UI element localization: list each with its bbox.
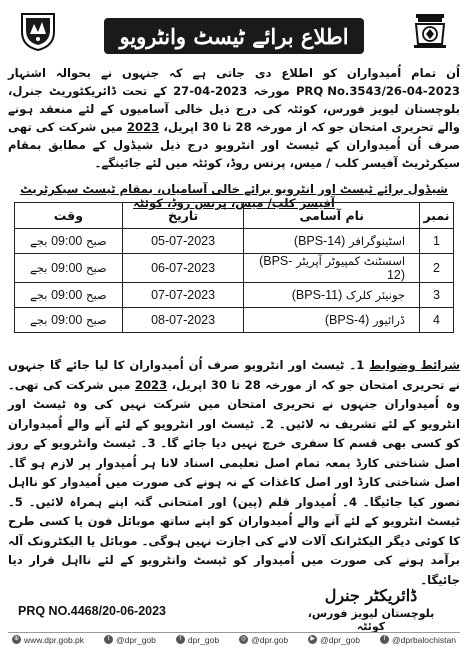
- row-post: [244, 254, 420, 283]
- time-value: 09:00: [51, 313, 83, 327]
- advert-date: 27-04-2023: [173, 84, 248, 98]
- time-prefix: صبح: [86, 234, 107, 248]
- facebook-icon: f: [380, 635, 389, 644]
- table-row: [15, 308, 454, 333]
- time-prefix: صبح: [86, 313, 107, 327]
- intro-paragraph: [8, 64, 460, 174]
- row-no: 2: [420, 254, 454, 283]
- time-value: 09:00: [51, 261, 83, 275]
- terms-and-conditions: [8, 356, 460, 586]
- social-item-facebook[interactable]: [176, 635, 219, 645]
- row-post: [244, 308, 420, 333]
- time-prefix: صبح: [86, 261, 107, 275]
- social-item-youtube[interactable]: [308, 635, 360, 645]
- social-text: @dpr_gob: [116, 634, 156, 645]
- twitter-icon: t: [104, 635, 113, 644]
- row-date: 08-07-2023: [122, 308, 244, 333]
- row-time: [15, 229, 123, 254]
- header-date: تاریخ: [122, 203, 244, 229]
- post-name: ڈرائیور: [372, 313, 406, 327]
- social-item-website[interactable]: [12, 635, 84, 645]
- social-item-instagram[interactable]: [239, 635, 288, 645]
- time-suffix: بجے: [30, 313, 48, 327]
- page-title: اطلاع برائے ٹیسٹ وانٹرویو: [104, 18, 364, 54]
- prq-reference: PRQ No.3543/26-04-2023: [295, 84, 460, 98]
- post-name: اسسٹنٹ کمپیوٹر آپریٹر: [296, 254, 406, 268]
- social-text: www.dpr.gob.pk: [24, 634, 85, 645]
- time-value: 09:00: [51, 234, 83, 248]
- row-post: [244, 283, 420, 308]
- row-date: 07-07-2023: [122, 283, 244, 308]
- intro-year: 2023: [126, 120, 160, 134]
- row-no: 1: [420, 229, 454, 254]
- row-post: [244, 229, 420, 254]
- table-row: [15, 254, 454, 283]
- conditions-label: شرائط وضوابط: [369, 358, 460, 372]
- facebook-icon: f: [176, 635, 185, 644]
- post-bps: (BPS-11): [291, 288, 343, 302]
- schedule-table: [14, 202, 454, 333]
- social-bar: [8, 632, 460, 646]
- row-time: [15, 283, 123, 308]
- schedule-heading: شیڈول برائے ٹیسٹ اور انٹرویو برائے خالی آسامیاں، بمقام ٹیسٹ سیکرٹریٹ آفیسر کلب/ میس، پرنس روڈ، کوئٹہ: [20, 182, 448, 210]
- row-date: 05-07-2023: [122, 229, 244, 254]
- post-bps: (BPS-4): [324, 313, 370, 327]
- table-header-row: [15, 203, 454, 229]
- instagram-icon: ◎: [241, 636, 247, 642]
- row-time: [15, 308, 123, 333]
- row-time: [15, 254, 123, 283]
- post-name: اسٹینوگرافر: [348, 234, 406, 248]
- time-prefix: صبح: [86, 288, 107, 302]
- conditions-year: 2023: [134, 377, 168, 392]
- balochistan-logo-icon: [16, 8, 60, 52]
- post-bps: (BPS-12): [259, 254, 406, 282]
- signature-subtitle: بلوچستان لیویز فورس، کوئٹہ: [307, 607, 435, 633]
- post-bps: (BPS-14): [293, 234, 346, 248]
- social-text: @dpr.gob: [251, 634, 289, 645]
- signature-block: [296, 586, 446, 633]
- schedule-table-wrapper: [14, 202, 454, 333]
- social-text: @dprbalochistan: [392, 634, 456, 645]
- intro-text-2: مورخہ: [253, 84, 290, 98]
- time-suffix: بجے: [30, 261, 48, 275]
- conditions-text-2: میں شرکت کی تھی۔ وہ اُمیدواران جنہوں نے تحریری امتحان میں شرکت نہیں کی وہ ٹیسٹ اور انٹرویو کے لئے تشریف نہ لائیں۔ 2۔ ٹیسٹ اور انٹرویو کے لئے آنے والے اُمیدواران کو کسی بھی قسم کا سفری خرچ نہیں دیا جائے گا۔ 3۔ ٹیسٹ وانٹرویو کے روز اصل شناختی کارڈ بمعہ تمام اصل تعلیمی اسناد لانا ہر اُمیدوار پر لازم ہو گا۔ اصل شناختی کارڈ اور اصل کاغذات کے نہ ہونے کی صورت میں اُمیدوار کو نااہل تصور کیا جائیگا۔ 4۔ اُمیدوار قلم (پین) اور امتحانی گتہ اپنے ہمراہ لائیں۔ 5۔ ٹیسٹ انٹرویو کے لئے آنے والے اُمیدواران کو اپنے ساتھ موبائل فون یا کسی طرح کا کوئی دیگر الیکٹرانک آلات لانے کی اجازت نہیں ہوگی۔ موبائل یا الیکٹرونک آلہ برآمد ہونے کی صورت میں اُمیدوار کو ٹیسٹ وانٹرویو کے لئے نااہل قرار دیا جائیگا۔: [8, 377, 460, 587]
- social-text: @dpr_gob: [320, 634, 360, 645]
- header-time: وقت: [15, 203, 123, 229]
- row-date: 06-07-2023: [122, 254, 244, 283]
- prq-number: PRQ NO.4468/20-06-2023: [18, 604, 167, 618]
- header-no: نمبر: [420, 203, 454, 229]
- social-text: dpr_gob: [187, 634, 220, 645]
- time-value: 09:00: [51, 288, 83, 302]
- row-no: 3: [420, 283, 454, 308]
- levies-force-logo-icon: [408, 8, 452, 52]
- notice-page: [8, 4, 460, 648]
- table-row: [15, 283, 454, 308]
- header: [8, 4, 460, 62]
- social-item-twitter[interactable]: [104, 635, 156, 645]
- signature-title: ڈائریکٹر جنرل: [324, 586, 418, 605]
- youtube-icon: ▶: [308, 635, 317, 644]
- intro-text-4: میں شرکت کی تھی صرف اُن اُمیدواران کے ٹیسٹ اور انٹرویو درج ذیل شیڈول کے مطابق بمقام سیکرٹریٹ آفیسر کلب / میس، پرنس روڈ، کوئٹہ میں لئے جائینگے۔: [8, 120, 460, 170]
- conditions-text-1: 1۔ ٹیسٹ اور انٹرویو صرف اُن اُمیدواران کا لیا جائے گا جنہوں نے تحریری امتحان جو کہ از مورخہ 28 تا 30 اپریل،: [8, 358, 460, 392]
- intro-text-3: کے تحت ڈائریکٹوریٹ جنرل، بلوچستان لیویز فورس، کوئٹہ کی درج ذیل خالی آسامیوں کے لئے منعقد ہونے والے تحریری امتحان جو کہ از مورخہ 28 تا 30 اپریل،: [8, 84, 461, 134]
- time-suffix: بجے: [30, 234, 48, 248]
- header-post: نام آسامی: [244, 203, 420, 229]
- time-suffix: بجے: [30, 288, 48, 302]
- post-name: جونیئر کلرک: [345, 288, 406, 302]
- intro-text-1: اُن تمام اُمیدواران کو اطلاع دی جاتی ہے کہ جنہوں نے بحوالہ اشتہار: [8, 66, 460, 80]
- globe-icon: ⊕: [13, 636, 20, 642]
- table-row: [15, 229, 454, 254]
- row-no: 4: [420, 308, 454, 333]
- social-item-facebook-page[interactable]: [380, 635, 456, 645]
